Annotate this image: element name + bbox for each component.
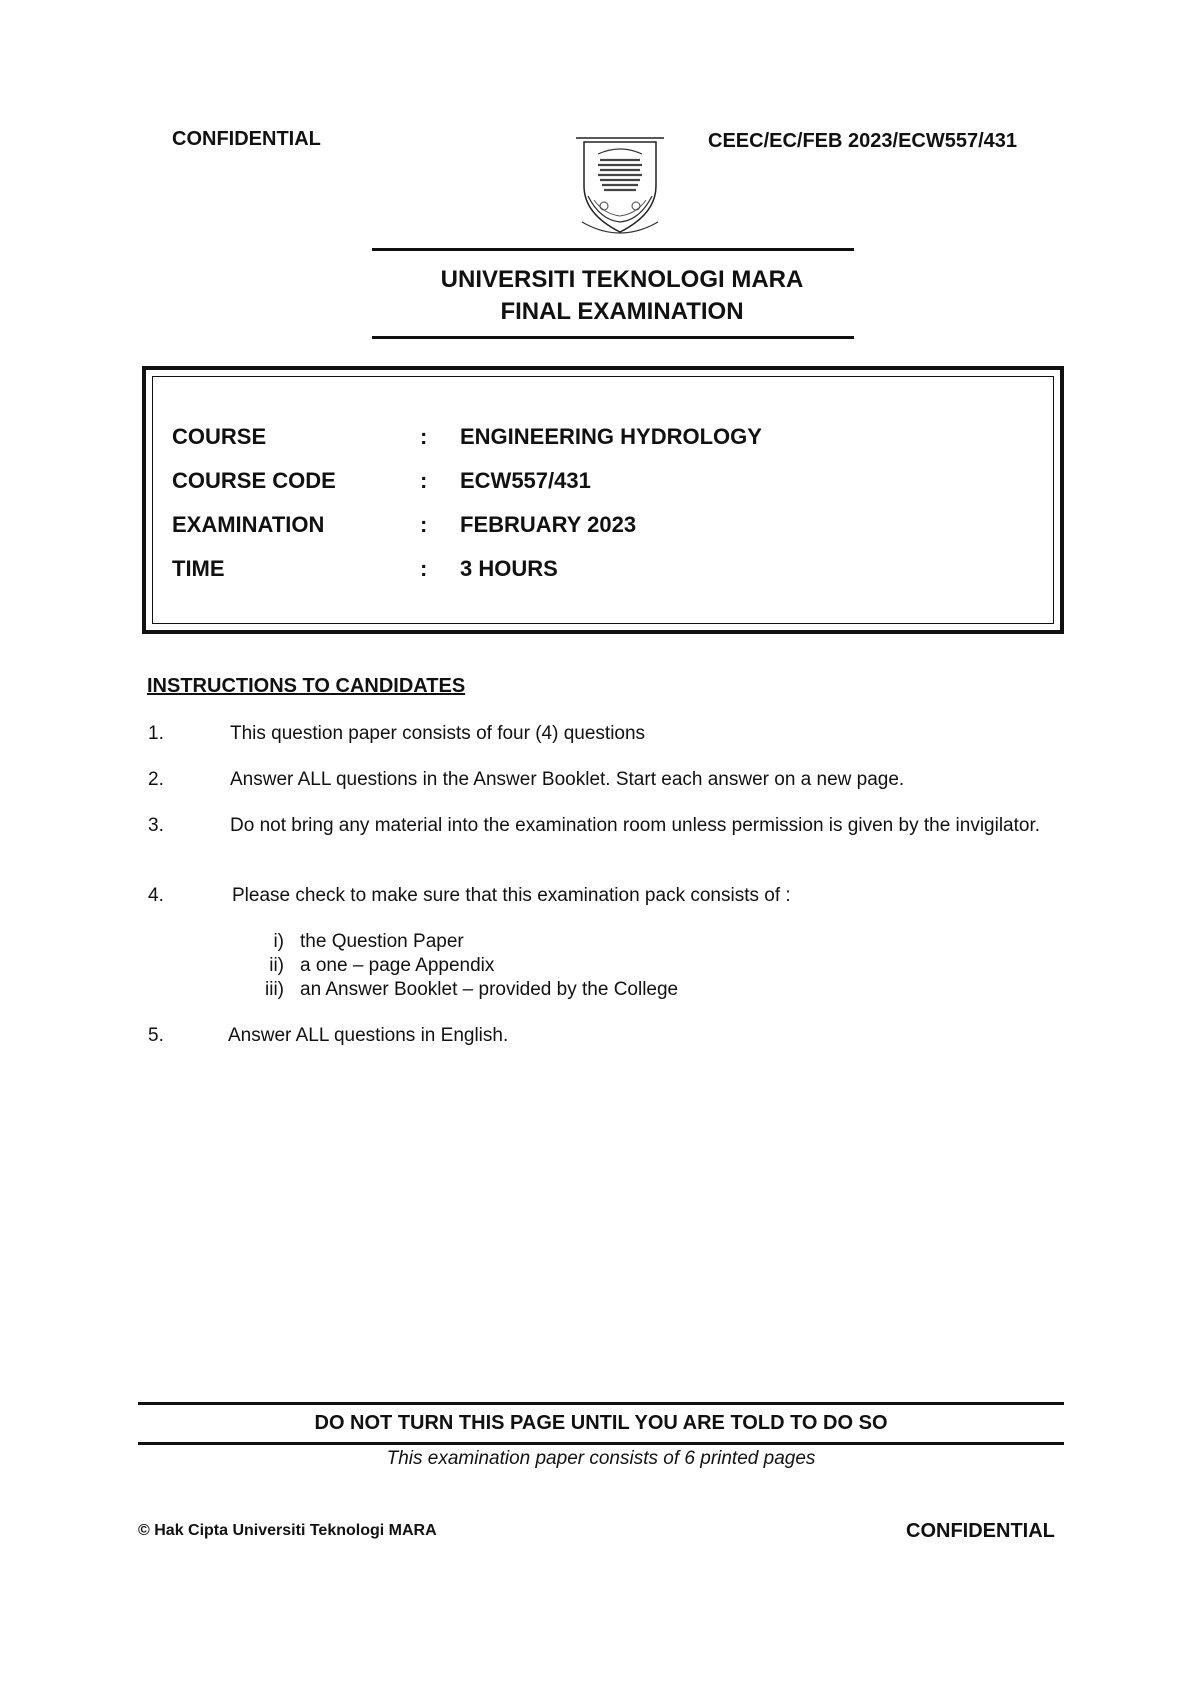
university-crest-icon — [574, 134, 666, 240]
instruction-number: 5. — [148, 1025, 164, 1046]
instruction-number: 4. — [148, 885, 164, 906]
course-code-row — [172, 468, 1032, 498]
course-info-box-inner-border — [152, 376, 1054, 624]
instructions-title: INSTRUCTIONS TO CANDIDATES — [147, 675, 466, 697]
do-not-turn-warning: DO NOT TURN THIS PAGE UNTIL YOU ARE TOLD TO DO SO — [314, 1412, 888, 1434]
instruction-text: This question paper consists of four (4) questions — [230, 723, 646, 744]
footer-top-rule — [138, 1402, 1064, 1405]
university-name: UNIVERSITI TEKNOLOGI MARA — [440, 266, 804, 293]
instruction-text: Answer ALL questions in the Answer Booklet. Start each answer on a new page. — [230, 769, 905, 790]
course-label: COURSE — [172, 424, 267, 449]
course-code-label: COURSE CODE — [172, 468, 336, 493]
footer-confidential-right: CONFIDENTIAL — [906, 1520, 1055, 1542]
instruction-number: 2. — [148, 769, 164, 790]
time-row — [172, 556, 1032, 586]
pack-item-text: an Answer Booklet – provided by the College — [300, 979, 679, 1000]
header-confidential-left: CONFIDENTIAL — [172, 128, 321, 150]
instruction-text: Do not bring any material into the examination room unless permission is given by the invigilator. — [230, 815, 1041, 836]
instruction-text: Answer ALL questions in English. — [228, 1025, 509, 1046]
course-row — [172, 424, 1032, 454]
course-code-value: ECW557/431 — [460, 468, 591, 493]
title-bottom-rule — [372, 336, 854, 339]
time-label: TIME — [172, 556, 225, 581]
pack-item — [244, 978, 678, 1001]
time-value: 3 HOURS — [460, 556, 558, 581]
pack-item — [244, 930, 464, 953]
examination-colon: : — [420, 512, 428, 537]
course-code-colon: : — [420, 468, 428, 493]
course-value: ENGINEERING HYDROLOGY — [460, 424, 762, 449]
instruction-number: 1. — [148, 723, 164, 744]
examination-row — [172, 512, 1032, 542]
pack-item-number: iii) — [265, 979, 284, 1000]
examination-value: FEBRUARY 2023 — [460, 512, 637, 537]
pack-item-text: a one – page Appendix — [300, 955, 495, 976]
course-colon: : — [420, 424, 428, 449]
instruction-number: 3. — [148, 815, 164, 836]
title-top-rule — [372, 248, 854, 251]
footer-bottom-rule — [138, 1442, 1064, 1445]
pack-item-text: the Question Paper — [300, 931, 464, 952]
copyright-notice: © Hak Cipta Universiti Teknologi MARA — [138, 1522, 437, 1539]
course-info-box — [142, 366, 1064, 634]
pack-item — [244, 954, 494, 977]
time-colon: : — [420, 556, 428, 581]
pack-item-number: i) — [273, 931, 284, 952]
printed-pages-note: This examination paper consists of 6 printed pages — [386, 1448, 816, 1469]
exam-type: FINAL EXAMINATION — [500, 298, 744, 325]
page-title — [372, 264, 872, 328]
header-paper-code: CEEC/EC/FEB 2023/ECW557/431 — [708, 130, 1018, 152]
pack-item-number: ii) — [269, 955, 284, 976]
instruction-text: Please check to make sure that this examination pack consists of : — [232, 885, 791, 906]
examination-label: EXAMINATION — [172, 512, 325, 537]
